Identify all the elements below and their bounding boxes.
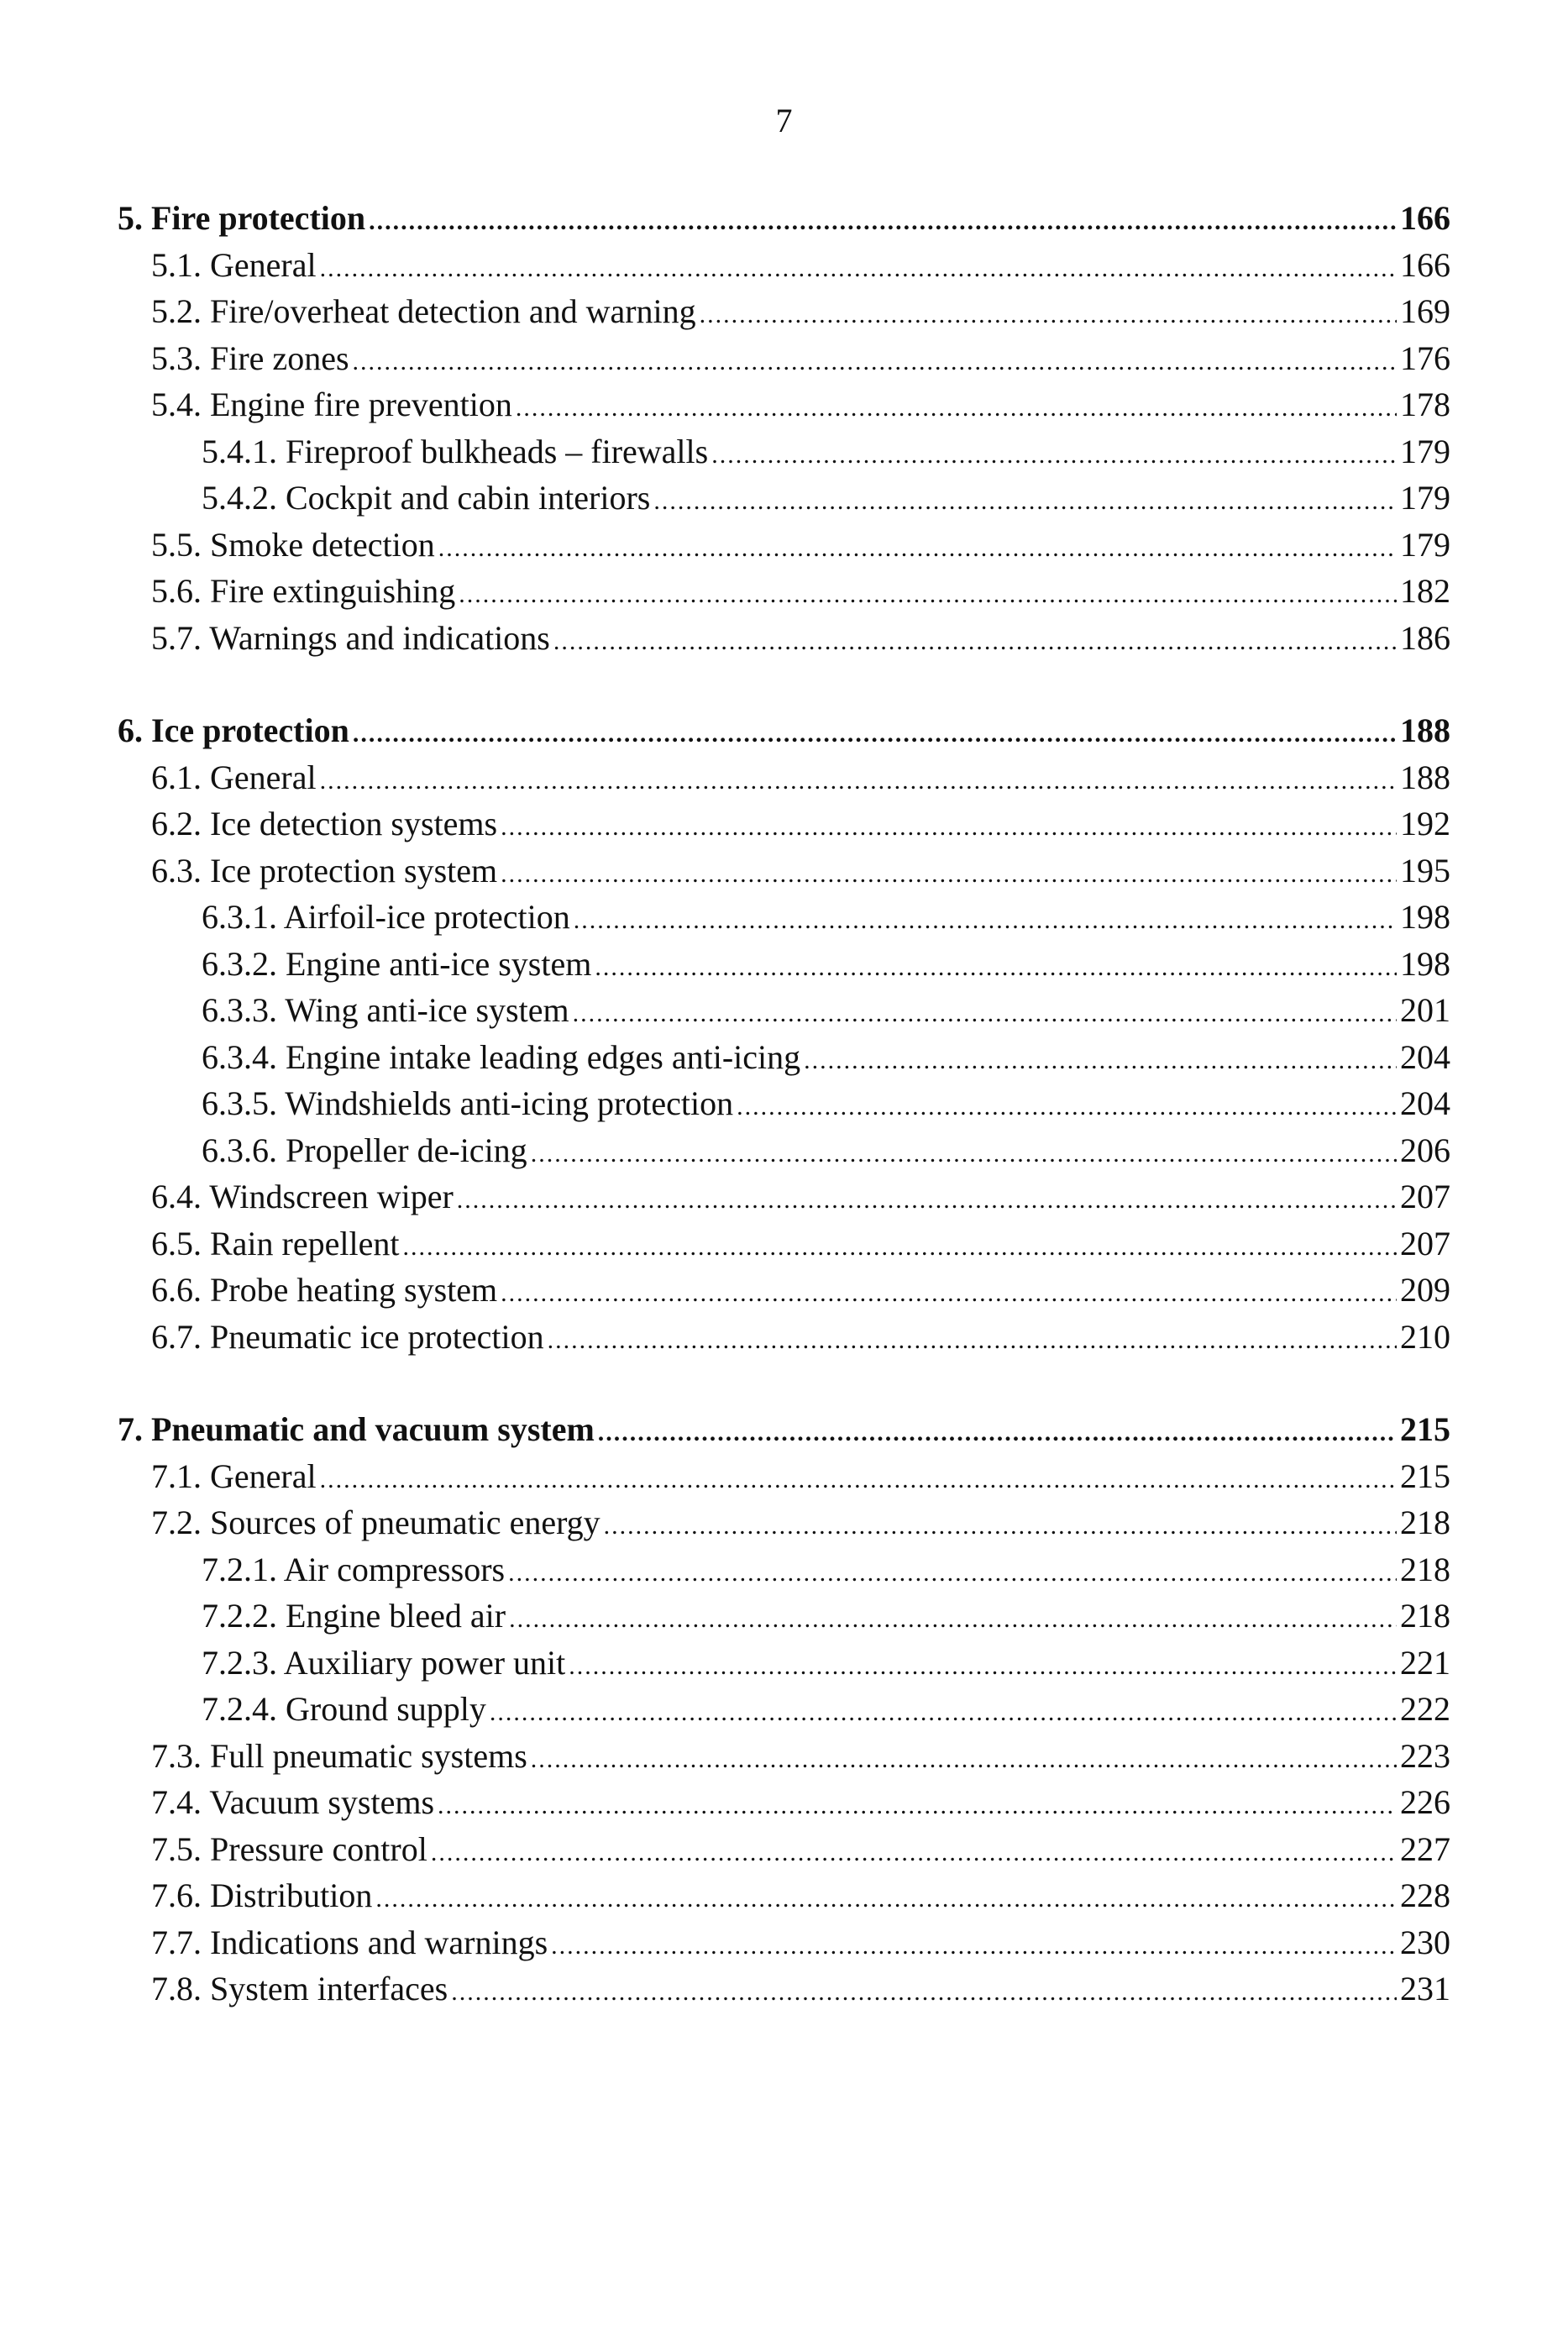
dot-leader <box>509 1596 1397 1643</box>
entry-title: 5.5. Smoke detection <box>151 525 435 564</box>
dot-leader <box>320 1456 1397 1504</box>
table-of-contents <box>118 195 1450 2059</box>
dot-leader <box>457 1177 1397 1224</box>
entry-title: 5.4. Engine fire prevention <box>151 386 512 423</box>
dot-leader <box>531 1131 1397 1178</box>
entry-page-number: 227 <box>1400 1829 1450 1868</box>
entry-page-number: 218 <box>1400 1550 1450 1588</box>
entry-page-number: 228 <box>1400 1876 1450 1914</box>
chapter-heading <box>118 1406 1450 1453</box>
dot-leader <box>353 339 1397 386</box>
entry-page-number: 215 <box>1400 1410 1450 1448</box>
toc-subentry <box>118 1686 1450 1733</box>
entry-page-number: 204 <box>1400 1037 1450 1076</box>
entry-title: 7.2.3. Auxiliary power unit <box>202 1643 566 1682</box>
entry-title: 7.2.4. Ground supply <box>202 1690 486 1728</box>
entry-page-number: 195 <box>1400 851 1450 890</box>
dot-leader <box>804 1037 1397 1084</box>
dot-leader <box>604 1503 1397 1550</box>
toc-section <box>118 707 1450 1360</box>
entry-title: 7.6. Distribution <box>151 1876 373 1914</box>
entry-title: 7.8. System interfaces <box>151 1970 448 2007</box>
dot-leader <box>451 1969 1397 2016</box>
toc-entry <box>118 1872 1450 1919</box>
entry-page-number: 169 <box>1400 292 1450 330</box>
dot-leader <box>548 1317 1397 1364</box>
dot-leader <box>573 990 1397 1037</box>
entry-page-number: 223 <box>1400 1736 1450 1775</box>
entry-page-number: 188 <box>1400 711 1450 749</box>
toc-subentry <box>118 987 1450 1034</box>
entry-page-number: 179 <box>1400 432 1450 470</box>
toc-entry <box>118 568 1450 615</box>
entry-title: 6.6. Probe heating system <box>151 1271 498 1309</box>
entry-title: 6.3.3. Wing anti-ice system <box>202 991 569 1029</box>
entry-page-number: 204 <box>1400 1084 1450 1122</box>
toc-entry <box>118 615 1450 662</box>
toc-entry <box>118 242 1450 289</box>
entry-page-number: 176 <box>1400 339 1450 377</box>
toc-subentry <box>118 428 1450 475</box>
dot-leader <box>438 525 1397 572</box>
entry-page-number: 186 <box>1400 618 1450 657</box>
dot-leader <box>569 1643 1397 1690</box>
dot-leader <box>551 1923 1397 1970</box>
toc-entry <box>118 754 1450 801</box>
entry-title: 6.2. Ice detection systems <box>151 805 498 842</box>
toc-subentry <box>118 1593 1450 1640</box>
entry-page-number: 222 <box>1400 1690 1450 1728</box>
dot-leader <box>402 1224 1397 1271</box>
dot-leader <box>431 1829 1397 1876</box>
toc-entry <box>118 1499 1450 1546</box>
entry-page-number: 198 <box>1400 944 1450 983</box>
toc-entry <box>118 1173 1450 1220</box>
entry-page-number: 206 <box>1400 1131 1450 1169</box>
dot-leader <box>516 385 1397 432</box>
entry-title: 6.1. General <box>151 758 317 796</box>
toc-subentry <box>118 475 1450 522</box>
entry-page-number: 188 <box>1400 758 1450 796</box>
entry-title: 7.2.2. Engine bleed air <box>202 1597 506 1635</box>
page-number: 7 <box>775 102 793 139</box>
entry-page-number: 182 <box>1400 572 1450 610</box>
toc-subentry <box>118 1546 1450 1593</box>
entry-page-number: 179 <box>1400 479 1450 517</box>
dot-leader <box>598 1409 1397 1456</box>
dot-leader <box>501 804 1397 851</box>
entry-title: 6.7. Pneumatic ice protection <box>151 1317 544 1356</box>
dot-leader <box>459 571 1397 618</box>
dot-leader <box>490 1689 1397 1736</box>
entry-page-number: 226 <box>1400 1783 1450 1821</box>
dot-leader <box>508 1550 1397 1597</box>
entry-page-number: 210 <box>1400 1317 1450 1356</box>
entry-title: 6. Ice protection <box>118 711 349 749</box>
entry-title: 6.3.1. Airfoil-ice protection <box>202 898 570 936</box>
dot-leader <box>320 758 1397 805</box>
entry-title: 7.5. Pressure control <box>151 1829 427 1868</box>
dot-leader <box>369 198 1397 245</box>
entry-page-number: 218 <box>1400 1504 1450 1541</box>
toc-entry <box>118 1779 1450 1826</box>
entry-title: 5.6. Fire extinguishing <box>151 572 456 610</box>
entry-page-number: 192 <box>1400 805 1450 842</box>
toc-entry <box>118 1826 1450 1873</box>
entry-page-number: 201 <box>1400 991 1450 1029</box>
entry-title: 6.3.4. Engine intake leading edges anti-icing <box>202 1037 801 1076</box>
entry-title: 6.3. Ice protection system <box>151 851 498 890</box>
entry-page-number: 218 <box>1400 1597 1450 1635</box>
dot-leader <box>353 711 1397 758</box>
entry-title: 7.4. Vacuum systems <box>151 1783 435 1821</box>
entry-page-number: 230 <box>1400 1923 1450 1961</box>
entry-title: 7.2.1. Air compressors <box>202 1550 506 1588</box>
entry-title: 5.2. Fire/overheat detection and warning <box>151 292 696 330</box>
toc-entry <box>118 1919 1450 1966</box>
entry-title: 5.4.1. Fireproof bulkheads – firewalls <box>202 432 709 470</box>
toc-subentry <box>118 1034 1450 1081</box>
entry-page-number: 207 <box>1400 1178 1450 1215</box>
chapter-heading <box>118 195 1450 242</box>
entry-title: 5.3. Fire zones <box>151 339 349 377</box>
entry-title: 7.1. General <box>151 1456 317 1495</box>
entry-title: 5. Fire protection <box>118 199 366 237</box>
dot-leader <box>375 1876 1397 1923</box>
entry-title: 7. Pneumatic and vacuum system <box>118 1410 595 1448</box>
toc-entry <box>118 848 1450 895</box>
entry-page-number: 198 <box>1400 898 1450 936</box>
toc-entry <box>118 800 1450 848</box>
toc-entry <box>118 1453 1450 1500</box>
toc-entry <box>118 1965 1450 2013</box>
entry-title: 7.7. Indications and warnings <box>151 1923 548 1961</box>
dot-leader <box>737 1084 1397 1131</box>
entry-page-number: 215 <box>1400 1456 1450 1495</box>
toc-entry <box>118 1314 1450 1361</box>
toc-entry <box>118 1220 1450 1267</box>
dot-leader <box>553 618 1397 665</box>
toc-subentry <box>118 941 1450 988</box>
entry-page-number: 231 <box>1400 1970 1450 2007</box>
toc-entry <box>118 1733 1450 1780</box>
entry-page-number: 166 <box>1400 199 1450 237</box>
entry-page-number: 178 <box>1400 386 1450 423</box>
dot-leader <box>574 897 1397 944</box>
entry-title: 6.3.6. Propeller de-icing <box>202 1131 527 1169</box>
entry-page-number: 166 <box>1400 245 1450 284</box>
dot-leader <box>320 245 1397 292</box>
entry-title: 5.4.2. Cockpit and cabin interiors <box>202 479 651 517</box>
toc-section <box>118 195 1450 661</box>
dot-leader <box>711 432 1397 479</box>
entry-title: 6.5. Rain repellent <box>151 1224 400 1262</box>
toc-entry <box>118 1267 1450 1314</box>
entry-title: 7.2. Sources of pneumatic energy <box>151 1504 600 1541</box>
entry-page-number: 209 <box>1400 1271 1450 1309</box>
entry-title: 6.4. Windscreen wiper <box>151 1178 454 1215</box>
dot-leader <box>595 944 1397 991</box>
toc-entry <box>118 288 1450 335</box>
entry-title: 6.3.2. Engine anti-ice system <box>202 944 592 983</box>
dot-leader <box>438 1782 1397 1829</box>
toc-entry <box>118 522 1450 569</box>
toc-subentry <box>118 1640 1450 1687</box>
toc-entry <box>118 381 1450 428</box>
dot-leader <box>531 1736 1397 1783</box>
toc-section <box>118 1406 1450 2013</box>
entry-page-number: 179 <box>1400 525 1450 564</box>
entry-title: 5.7. Warnings and indications <box>151 618 550 657</box>
dot-leader <box>501 1270 1397 1317</box>
entry-page-number: 221 <box>1400 1643 1450 1682</box>
chapter-heading <box>118 707 1450 754</box>
toc-subentry <box>118 1127 1450 1174</box>
dot-leader <box>501 851 1397 898</box>
toc-subentry <box>118 1080 1450 1127</box>
toc-entry <box>118 335 1450 382</box>
entry-title: 5.1. General <box>151 245 317 284</box>
entry-title: 6.3.5. Windshields anti-icing protection <box>202 1084 734 1122</box>
dot-leader <box>653 478 1397 525</box>
dot-leader <box>700 291 1397 339</box>
toc-subentry <box>118 894 1450 941</box>
entry-page-number: 207 <box>1400 1224 1450 1262</box>
entry-title: 7.3. Full pneumatic systems <box>151 1736 527 1775</box>
